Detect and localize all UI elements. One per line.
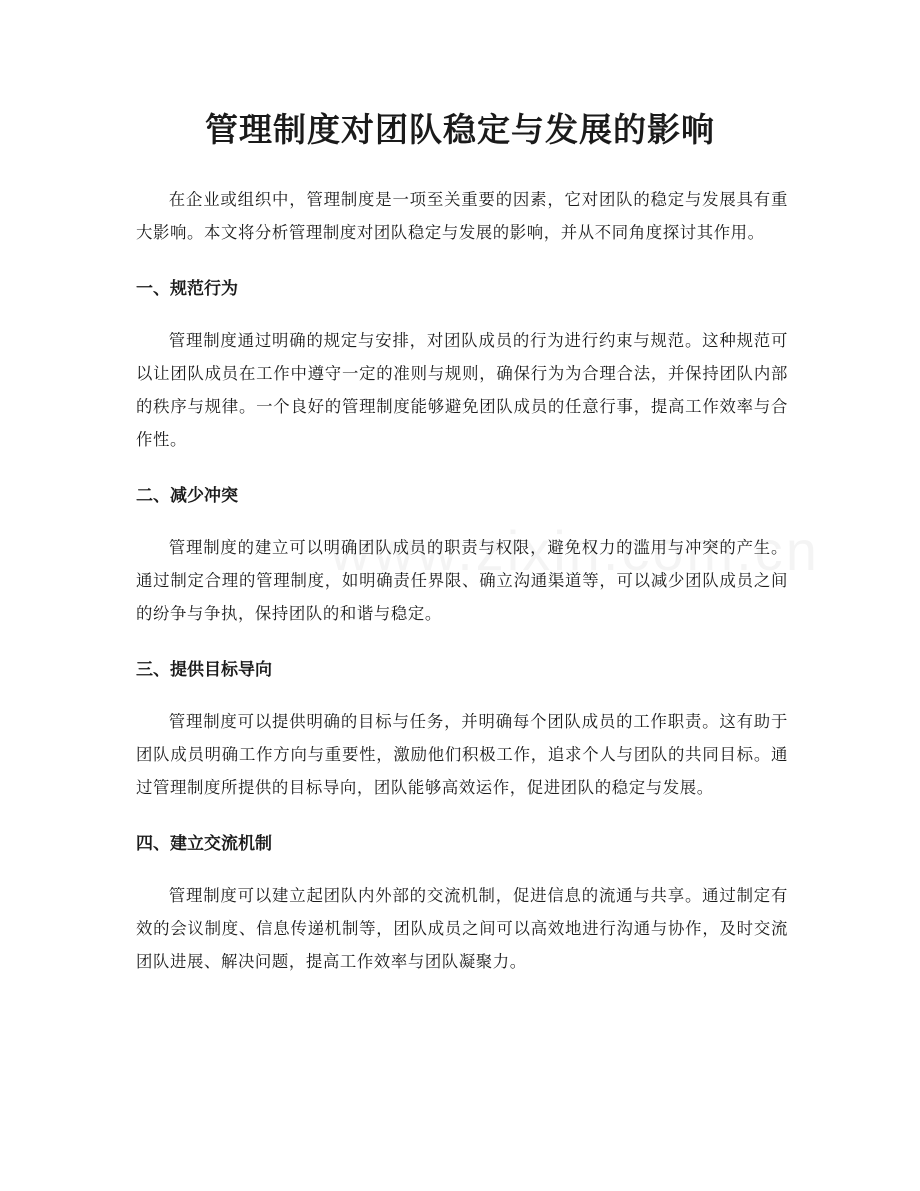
section-heading-3: 三、提供目标导向 [136, 660, 272, 680]
section-paragraph-4: 管理制度可以建立起团队内外部的交流机制，促进信息的流通与共享。通过制定有效的会议制度、信息传递机制等，团队成员之间可以高效地进行沟通与协作，及时交流团队进展、解决问题，提高工作效率与团队凝聚力。 [136, 886, 788, 971]
section-heading-1: 一、规范行为 [136, 279, 238, 299]
section-heading-2: 二、减少冲突 [136, 486, 238, 506]
intro-paragraph: 在企业或组织中，管理制度是一项至关重要的因素，它对团队的稳定与发展具有重大影响。本文将分析管理制度对团队稳定与发展的影响，并从不同角度探讨其作用。 [136, 190, 788, 242]
page-title: 管理制度对团队稳定与发展的影响 [205, 110, 715, 149]
document-body [136, 183, 788, 978]
section-paragraph-2: 管理制度的建立可以明确团队成员的职责与权限，避免权力的滥用与冲突的产生。通过制定合理的管理制度，如明确责任界限、确立沟通渠道等，可以减少团队成员之间的纷争与争执，保持团队的和谐与稳定。 [136, 538, 788, 623]
section-heading-4: 四、建立交流机制 [136, 834, 272, 854]
section-paragraph-1: 管理制度通过明确的规定与安排，对团队成员的行为进行约束与规范。这种规范可以让团队成员在工作中遵守一定的准则与规则，确保行为为合理合法，并保持团队内部的秩序与规律。一个良好的管理制度能够避免团队成员的任意行事，提高工作效率与合作性。 [136, 331, 788, 449]
section-paragraph-3: 管理制度可以提供明确的目标与任务，并明确每个团队成员的工作职责。这有助于团队成员明确工作方向与重要性，激励他们积极工作，追求个人与团队的共同目标。通过管理制度所提供的目标导向，团队能够高效运作，促进团队的稳定与发展。 [136, 712, 788, 797]
